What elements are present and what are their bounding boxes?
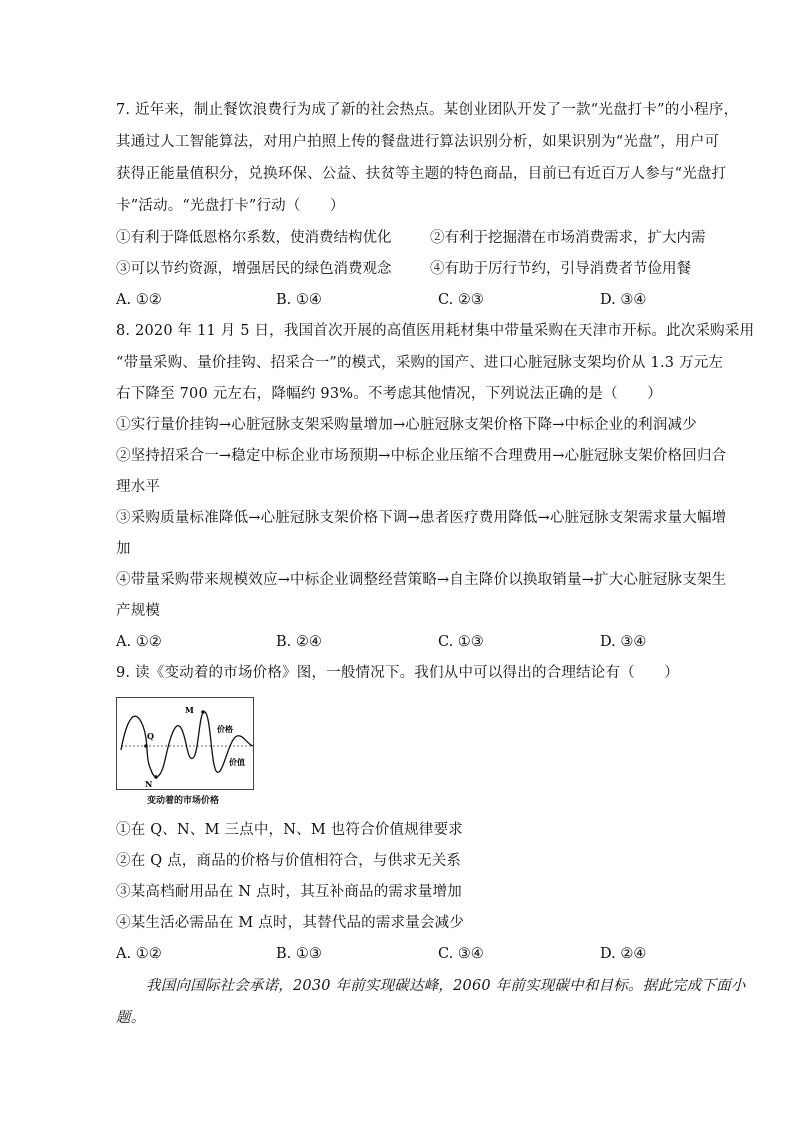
q8-choice-d[interactable]: D. ③④: [600, 634, 647, 650]
q8-choice-a[interactable]: A. ①②: [116, 634, 162, 650]
q8-item-2-cont: 理水平: [116, 479, 161, 495]
q8-choice-b[interactable]: B. ②④: [276, 634, 322, 650]
q7-choice-a[interactable]: A. ①②: [116, 292, 162, 308]
q9-choice-a[interactable]: A. ①②: [116, 946, 162, 962]
q8-stem-line-2: “带量采购、量价挂钩、招采合一”的模式，采购的国产、进口心脏冠脉支架均价从 1.3 万元左: [116, 355, 724, 371]
q7-choice-b[interactable]: B. ①④: [276, 292, 322, 308]
point-m-label: M: [185, 705, 194, 715]
q7-choice-c[interactable]: C. ②③: [438, 292, 484, 308]
point-n-marker: [154, 775, 158, 779]
q9-item-3: ③某高档耐用品在 N 点时，其互补商品的需求量增加: [116, 884, 462, 900]
price-label: 价格: [217, 724, 233, 734]
q8-item-1: ①实行量价挂钩→心脏冠脉支架采购量增加→心脏冠脉支架价格下降→中标企业的利润减少: [116, 417, 697, 433]
point-m-marker: [201, 710, 205, 714]
market-price-figure: [116, 697, 254, 790]
q7-stem-line-2: 其通过人工智能算法，对用户拍照上传的餐盘进行算法识别分析，如果识别为“光盘”，用户可: [116, 134, 720, 150]
q9-choice-d[interactable]: D. ②④: [600, 946, 647, 962]
q7-stem-line-1: 7. 近年来，制止餐饮浪费行为成了新的社会热点。某创业团队开发了一款“光盘打卡”的小程序，: [116, 102, 739, 118]
q8-stem-line-1: 8. 2020 年 11 月 5 日，我国首次开展的高值医用耗材集中带量采购在天津市开标。此次采购采用: [116, 323, 755, 339]
q8-item-2: ②坚持招采合一→稳定中标企业市场预期→中标企业压缩不合理费用→心脏冠脉支架价格回归合: [116, 448, 727, 464]
price-wave-diagram: [117, 698, 255, 791]
q9-item-2: ②在 Q 点，商品的价格与价值相符合，与供求无关系: [116, 853, 462, 869]
intro-line-1: 我国向国际社会承诺，2030 年前实现碳达峰，2060 年前实现碳中和目标。据此完成下面小: [146, 978, 746, 994]
intro-line-2: 题。: [116, 1010, 146, 1026]
q8-stem-line-3: 右下降至 700 元左右，降幅约 93%。不考虑其他情况，下列说法正确的是（ ）: [116, 386, 662, 402]
q8-item-4-cont: 产规模: [116, 603, 161, 619]
q8-item-4: ④带量采购带来规模效应→中标企业调整经营策略→自主降价以换取销量→扩大心脏冠脉支架生: [116, 572, 727, 588]
q7-stem-line-4: 卡”活动。“光盘打卡”行动（ ）: [116, 198, 345, 214]
point-q-label: Q: [147, 731, 154, 741]
q7-choice-d[interactable]: D. ③④: [600, 292, 647, 308]
q9-choice-b[interactable]: B. ①③: [276, 946, 322, 962]
q7-stem-line-3: 获得正能量值积分，兑换环保、公益、扶贫等主题的特色商品，目前已有近百万人参与“光盘打: [116, 166, 727, 182]
q8-item-3: ③采购质量标准降低→心脏冠脉支架价格下调→患者医疗费用降低→心脏冠脉支架需求量大幅增: [116, 510, 727, 526]
figure-caption: 变动着的市场价格: [147, 796, 220, 806]
point-n-label: N: [145, 779, 153, 789]
price-curve: [121, 712, 253, 777]
value-label: 价值: [229, 757, 245, 767]
point-q-marker: [144, 744, 148, 748]
q7-item-2: ②有利于挖掘潜在市场消费需求，扩大内需: [430, 230, 706, 246]
q8-choice-c[interactable]: C. ①③: [438, 634, 484, 650]
q7-item-1: ①有利于降低恩格尔系数，使消费结构优化: [116, 230, 392, 246]
q7-item-4: ④有助于厉行节约，引导消费者节俭用餐: [430, 261, 691, 277]
q9-item-4: ④某生活必需品在 M 点时，其替代品的需求量会减少: [116, 915, 465, 931]
q8-item-3-cont: 加: [116, 541, 131, 557]
q9-choice-c[interactable]: C. ③④: [438, 946, 484, 962]
q9-item-1: ①在 Q、N、M 三点中，N、M 也符合价值规律要求: [116, 822, 463, 838]
q9-stem: 9. 读《变动着的市场价格》图，一般情况下。我们从中可以得出的合理结论有（ ）: [116, 665, 679, 681]
q7-item-3: ③可以节约资源，增强居民的绿色消费观念: [116, 261, 392, 277]
